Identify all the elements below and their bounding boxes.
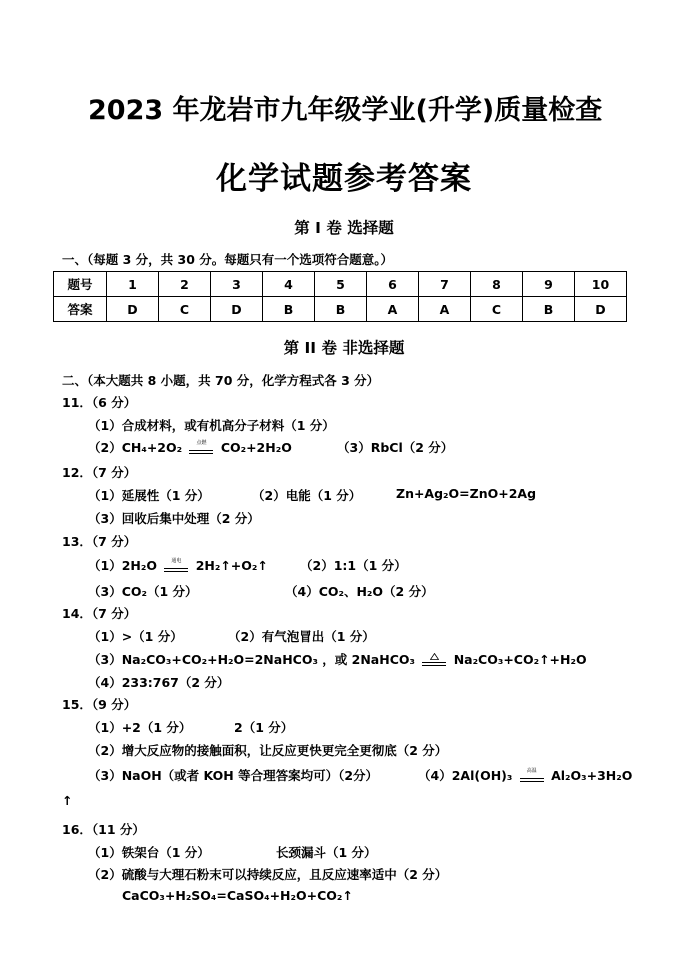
question-number: 6 [367,272,419,297]
q14-equation-1: （3）Na₂CO₃+CO₂+H₂O=2NaHCO₃ ，或 2NaHCO₃ [88,652,415,667]
q12-line2: （3）回收后集中处理（2 分） [88,511,260,526]
q15-line3-b [418,766,632,784]
q14-equation-2: Na₂CO₃+CO₂↑+H₂O [453,652,587,667]
answer-row [54,297,627,322]
q12-line1-c: Zn+Ag₂O=ZnO+2Ag [396,486,537,501]
part2-heading: 第 II 卷 非选择题 [283,339,405,357]
part1-heading: 第 I 卷 选择题 [294,219,394,237]
q11-equation-left: CH₄+2O₂ [121,440,183,455]
part1-instruction: 一、（每题 3 分，共 30 分。每题只有一个选项符合题意。） [62,252,394,267]
q13-prefix: （1） [88,558,122,573]
q11-line2 [88,438,292,456]
q15-heading: 15．（9 分） [62,697,137,712]
electrolysis-condition-sign: 通电 [164,561,188,573]
question-number: 10 [575,272,627,297]
document-title: 2023 年龙岩市九年级学业(升学)质量检查 [88,95,603,126]
q14-line1-b: （2）有气泡冒出（1 分） [228,629,375,644]
part2-instruction: 二、（本大题共 8 小题，共 70 分，化学方程式各 3 分） [62,373,380,388]
q11-prefix: （2） [88,440,122,455]
q13-line1 [88,556,268,574]
q11-part3: （3）RbCl（2 分） [337,440,454,455]
question-number: 9 [523,272,575,297]
q16-line1-a: （1）铁架台（1 分） [88,845,210,860]
q15-line1-b: 2（1 分） [234,720,294,735]
answer-cell: B [263,297,315,322]
row-label-number: 题号 [54,272,107,297]
q14-line1-a: （1）>（1 分） [88,629,183,644]
q16-heading: 16．（11 分） [62,822,145,837]
q15-line1-a: （1）+2（1 分） [88,720,192,735]
row-label-answer: 答案 [54,297,107,322]
ignite-condition-sign: 点燃 [189,443,213,455]
q15-equation-left: （4）2Al(OH)₃ [418,768,513,783]
q13-line2-b: （4）CO₂、H₂O（2 分） [285,584,434,599]
q11-heading: 11．（6 分） [62,395,137,410]
answer-cell: C [471,297,523,322]
answer-cell: D [575,297,627,322]
question-number: 8 [471,272,523,297]
question-number: 5 [315,272,367,297]
answer-table [53,271,627,322]
answer-cell: A [419,297,471,322]
q16-line1-b: 长颈漏斗（1 分） [276,845,377,860]
question-number: 7 [419,272,471,297]
question-number: 4 [263,272,315,297]
answer-cell: D [107,297,159,322]
question-number-row [54,272,627,297]
q13-part2: （2）1:1（1 分） [300,558,407,573]
answer-cell: D [211,297,263,322]
answer-cell: B [523,297,575,322]
question-number: 2 [159,272,211,297]
answer-cell: A [367,297,419,322]
q15-arrow: ↑ [62,793,73,808]
q16-line2: （2）硫酸与大理石粉末可以持续反应，且反应速率适中（2 分） [88,867,448,882]
q12-line1-a: （1）延展性（1 分） [88,488,210,503]
q13-heading: 13．（7 分） [62,534,137,549]
q11-line1: （1）合成材料，或有机高分子材料（1 分） [88,418,335,433]
heat-condition-sign [422,655,446,667]
q13-line2-a: （3）CO₂（1 分） [88,584,198,599]
q15-equation-right: Al₂O₃+3H₂O [551,768,633,783]
answer-cell: C [159,297,211,322]
answer-cell: B [315,297,367,322]
q15-line2: （2）增大反应物的接触面积，让反应更快更完全更彻底（2 分） [88,743,448,758]
q14-heading: 14．（7 分） [62,606,137,621]
q12-heading: 12．（7 分） [62,465,137,480]
question-number: 1 [107,272,159,297]
q14-line2 [88,650,587,668]
q13-equation-right: 2H₂↑+O₂↑ [195,558,268,573]
document-subtitle: 化学试题参考答案 [216,161,472,197]
q16-line3: CaCO₃+H₂SO₄=CaSO₄+H₂O+CO₂↑ [122,888,353,903]
q12-line1-b: （2）电能（1 分） [252,488,362,503]
q13-equation-left: 2H₂O [121,558,157,573]
q15-line3-a: （3）NaOH（或者 KOH 等合理答案均可）（2分） [88,768,379,783]
high-temp-condition-sign: 高温 [520,771,544,783]
q11-equation-right: CO₂+2H₂O [220,440,292,455]
question-number: 3 [211,272,263,297]
q14-line3: （4）233:767（2 分） [88,675,230,690]
